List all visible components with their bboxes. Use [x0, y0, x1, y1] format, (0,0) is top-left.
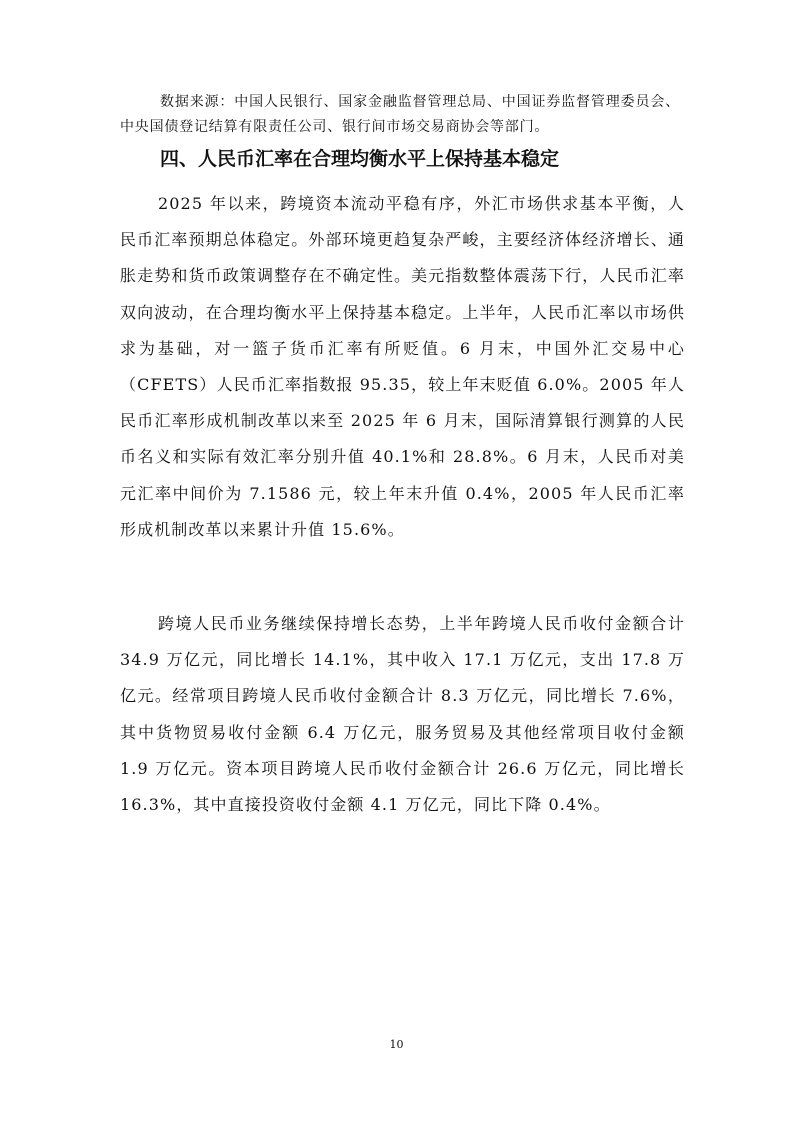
section-heading: 四、人民币汇率在合理均衡水平上保持基本稳定: [160, 148, 560, 170]
data-source-note: 数据来源：中国人民银行、国家金融监督管理总局、中国证券监督管理委员会、中央国债登记结算有限责任公司、银行间市场交易商协会等部门。: [120, 94, 680, 135]
paragraph-cross-border-rmb: 跨境人民币业务继续保持增长态势，上半年跨境人民币收付金额合计 34.9 万亿元，同比增长 14.1%，其中收入 17.1 万亿元，支出 17.8 万亿元。经常项目跨境人民币收付金额合计 8.3 万亿元，同比增长 7.6%，其中货物贸易收付金额 6.4 万亿元，服务贸易及其他经常项目收付金额 1.9 万亿元。资本项目跨境人民币收付金额合计 26.6 万亿元，同比增长 16.3%，其中直接投资收付金额 4.1 万亿元，同比下降 0.4%。: [120, 614, 685, 815]
paragraph-exchange-rate: 2025 年以来，跨境资本流动平稳有序，外汇市场供求基本平衡，人民币汇率预期总体稳定。外部环境更趋复杂严峻，主要经济体经济增长、通胀走势和货币政策调整存在不确定性。美元指数整体震荡下行，人民币汇率双向波动，在合理均衡水平上保持基本稳定。上半年，人民币汇率以市场供求为基础，对一篮子货币汇率有所贬值。6 月末，中国外汇交易中心（CFETS）人民币汇率指数报 95.35，较上年末贬值 6.0%。2005 年人民币汇率形成机制改革以来至 2025 年 6 月末，国际清算银行测算的人民币名义和实际有效汇率分别升值 40.1%和 28.8%。6 月末，人民币对美元汇率中间价为 7.1586 元，较上年末升值 0.4%，2005 年人民币汇率形成机制改革以来累计升值 15.6%。: [120, 194, 685, 539]
page-number: 10: [389, 1038, 404, 1051]
